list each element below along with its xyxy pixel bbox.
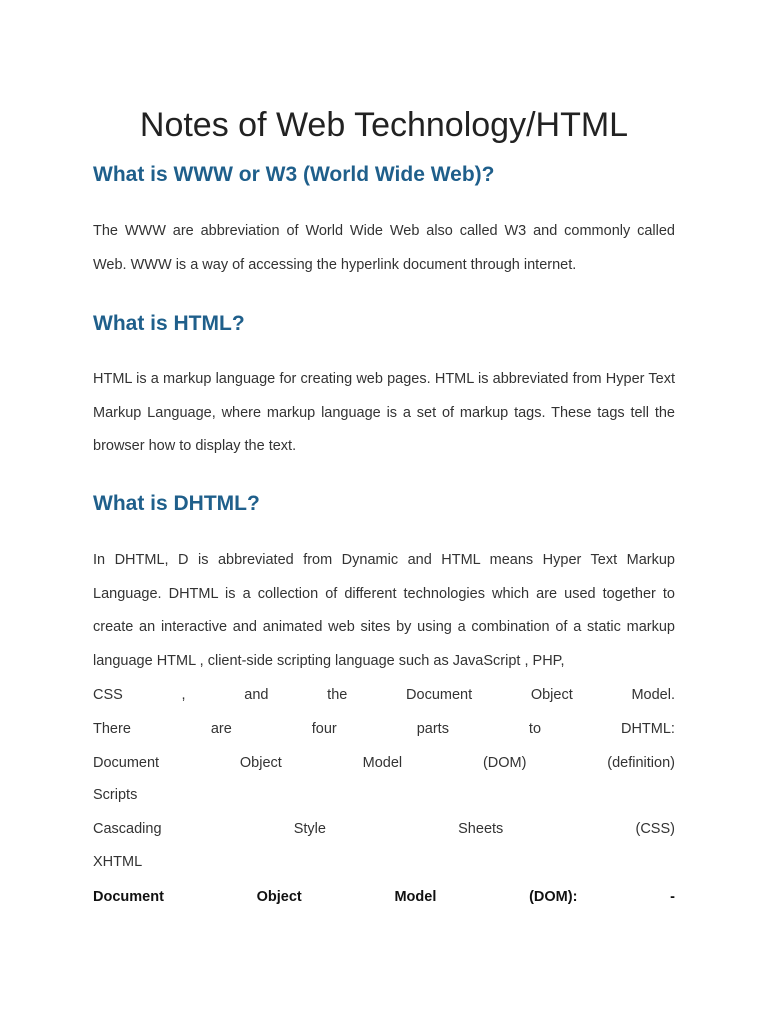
word: to	[528, 720, 542, 737]
word: Model	[394, 888, 437, 905]
word: Object	[239, 754, 282, 771]
word: DHTML:	[620, 720, 675, 737]
word: Cascading	[93, 820, 162, 837]
line-scripts: Scripts	[93, 787, 138, 803]
word: parts	[416, 720, 449, 737]
word: Document	[406, 686, 473, 703]
word: Object	[530, 686, 573, 703]
word: ,	[181, 686, 186, 703]
word: There	[93, 720, 131, 737]
paragraph-www: The WWW are abbreviation of World Wide Web also called W3 and commonly called Web. WWW is a way of accessing the hyperlink document through internet.	[93, 223, 675, 273]
line-dom-definition	[93, 746, 675, 780]
line-cascading-style-sheets	[93, 812, 675, 846]
word: Object	[256, 888, 302, 905]
line-xhtml: XHTML	[93, 854, 143, 870]
word: (CSS)	[635, 820, 675, 837]
paragraph-html: HTML is a markup language for creating web pages. HTML is abbreviated from Hyper Text Markup Language, where markup language is a set of markup tags. These tags tell the browser how to display the text.	[93, 371, 675, 455]
word: (DOM)	[482, 754, 527, 771]
line-css-dom	[93, 678, 675, 712]
heading-www: What is WWW or W3 (World Wide Web)?	[93, 163, 495, 186]
word: Model.	[631, 686, 675, 703]
heading-html: What is HTML?	[93, 312, 245, 335]
word: Style	[293, 820, 326, 837]
word: four	[311, 720, 337, 737]
word: Document	[93, 754, 160, 771]
line-four-parts	[93, 712, 675, 746]
word: Document	[93, 888, 164, 905]
word: Model	[362, 754, 403, 771]
page-title: Notes of Web Technology/HTML	[139, 106, 629, 144]
word: (definition)	[607, 754, 675, 771]
word: the	[327, 686, 348, 703]
word: (DOM):	[529, 888, 578, 905]
word: -	[670, 888, 675, 905]
subheading-dom	[93, 880, 675, 914]
word: are	[210, 720, 232, 737]
word: and	[244, 686, 269, 703]
paragraph-dhtml: In DHTML, D is abbreviated from Dynamic and HTML means Hyper Text Markup Language. DHTML is a collection of different technologies which are used together to create an interactive and animated web sites by using a combination of a static markup language HTML , client-side scripting language such as JavaScript , PHP,	[93, 552, 675, 669]
word: Sheets	[458, 820, 504, 837]
heading-dhtml: What is DHTML?	[93, 492, 260, 515]
word: CSS	[93, 686, 123, 703]
